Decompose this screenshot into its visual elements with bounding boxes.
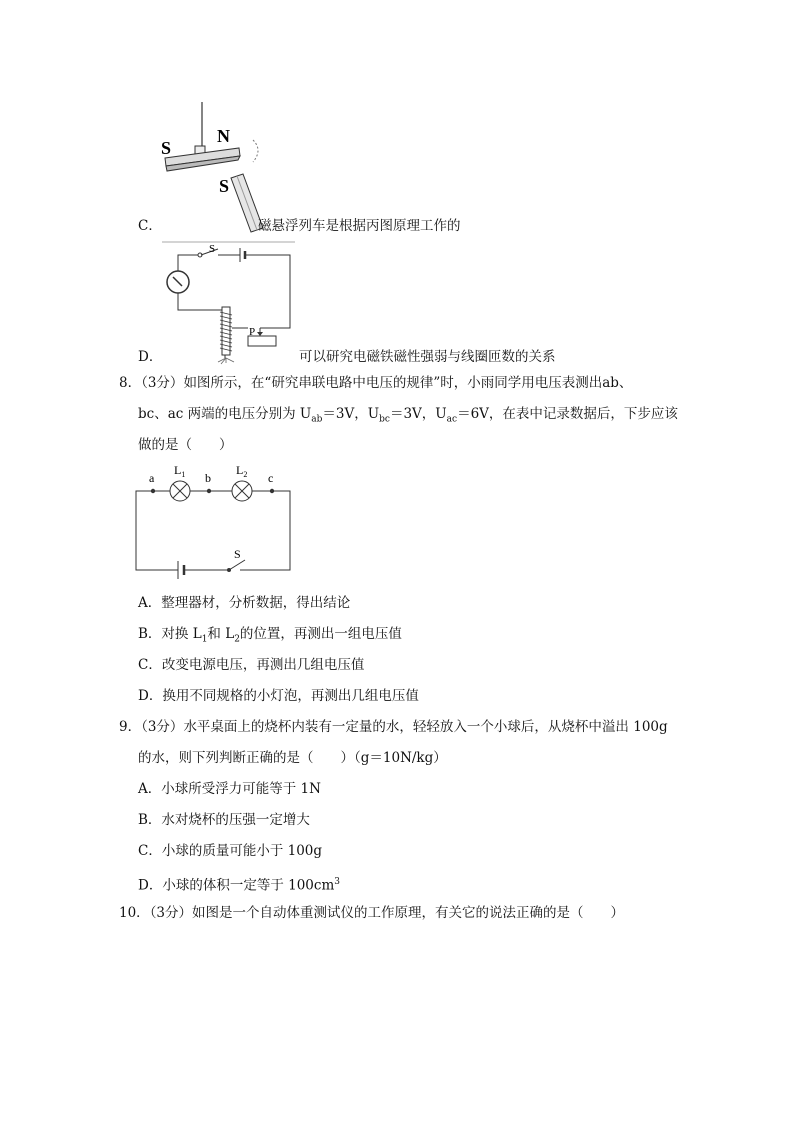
q10-stem-text: 如图是一个自动体重测试仪的工作原理，有关它的说法正确的是（ ） [192, 905, 625, 921]
pole-label-n: N [217, 126, 230, 146]
q8-option-b-text3: 的位置，再测出一组电压值 [239, 626, 402, 642]
q9-option-d-text: D．小球的体积一定等于 100cm [138, 877, 335, 894]
q8-stem-text2b: ＝3V，U [322, 406, 380, 422]
q7-option-c-label: C． [138, 218, 162, 234]
q9-option-c: C．小球的质量可能小于 100g [138, 843, 323, 859]
q8-option-b-text2: 和 L [207, 626, 235, 642]
q8-subscript-ac: ac [446, 414, 458, 425]
series-circuit-figure [132, 460, 297, 580]
pole-label-s-left: S [161, 138, 172, 158]
q8-subscript-ab: ab [311, 414, 323, 425]
q8-subscript-bc: bc [379, 414, 390, 425]
pole-label-s-bottom: S [219, 176, 230, 196]
q10-stem [119, 904, 624, 922]
q9-option-d-sup: 3 [334, 877, 340, 887]
q7-option-d-label: D． [138, 349, 163, 365]
q9-stem-line1 [119, 718, 668, 736]
electromagnet-circuit-figure [160, 240, 300, 365]
q9-option-a: A．小球所受浮力可能等于 1N [138, 781, 321, 797]
q8-option-b [138, 625, 402, 649]
q9-stem-line2: 的水，则下列判断正确的是（ ）（g＝10N/kg） [138, 750, 447, 766]
q8-score: （3分） [141, 375, 184, 391]
q10-number: 10． [119, 905, 150, 921]
q7-option-d-text: 可以研究电磁铁磁性强弱与线圈匝数的关系 [299, 349, 556, 365]
magnet-figure [155, 100, 265, 235]
q8-stem-line2 [138, 405, 678, 429]
lamp-label-l2: $L_2$ [236, 463, 248, 479]
lamp-label-l1: $L_1$ [174, 463, 186, 479]
q8-option-b-sub2: 2 [234, 634, 240, 645]
q9-option-d [138, 873, 340, 895]
point-label-b: b [205, 471, 211, 485]
q10-score: （3分） [149, 905, 193, 921]
switch-label-s-q8: S [234, 547, 241, 561]
q8-stem-line3: 做的是（ ） [138, 437, 233, 453]
q8-option-b-sub1: 1 [201, 634, 208, 645]
q8-number: 8． [119, 375, 142, 391]
q8-stem-text2a: bc、ac 两端的电压分别为 U [138, 406, 312, 422]
q9-option-b: B．水对烧杯的压强一定增大 [138, 812, 310, 828]
point-label-c: c [268, 471, 274, 485]
q8-option-c: C．改变电源电压，再测出几组电压值 [138, 657, 365, 673]
q9-stem-text1: 水平桌面上的烧杯内装有一定量的水，轻轻放入一个小球后，从烧杯中溢出 100g [183, 719, 668, 735]
q8-stem-line1 [119, 374, 632, 392]
q8-stem-text2d: ＝6V，在表中记录数据后，下步应该 [457, 406, 678, 422]
switch-label-s: S [209, 243, 216, 255]
slider-label-p: P [249, 326, 256, 338]
q8-option-a: A．整理器材，分析数据，得出结论 [138, 595, 351, 611]
q8-stem-text1: 如图所示，在“研究串联电路中电压的规律”时，小雨同学用电压表测出ab、 [183, 375, 633, 391]
q9-number: 9． [119, 719, 142, 735]
q9-score: （3分） [141, 719, 184, 735]
q7-option-c-text: 磁悬浮列车是根据丙图原理工作的 [258, 218, 461, 234]
q8-option-b-text1: B．对换 L [138, 626, 202, 642]
q8-stem-text2c: ＝3V，U [389, 406, 447, 422]
point-label-a: a [149, 471, 155, 485]
q8-option-d: D．换用不同规格的小灯泡，再测出几组电压值 [138, 688, 419, 704]
